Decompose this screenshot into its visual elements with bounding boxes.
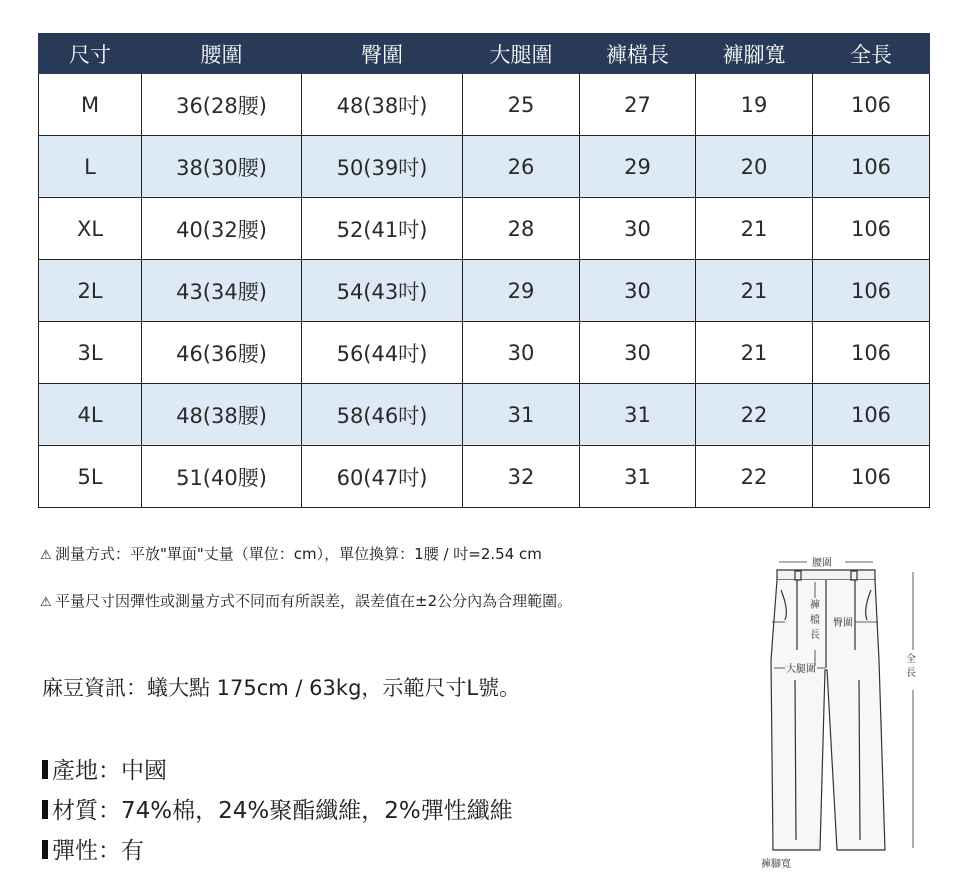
header-length: 全長 [813, 34, 930, 74]
bullet-bar-icon [42, 840, 48, 859]
cell-thigh: 25 [463, 74, 580, 136]
cell-length: 106 [813, 322, 930, 384]
cell-hip: 54(43吋) [302, 260, 463, 322]
tolerance-note-text: 平量尺寸因彈性或測量方式不同而有所誤差，誤差值在±2公分內為合理範圍。 [55, 592, 573, 610]
cell-length: 106 [813, 136, 930, 198]
cell-size: M [39, 74, 142, 136]
spec-material-text: 材質：74%棉，24%聚酯纖維，2%彈性纖維 [52, 798, 513, 824]
cell-thigh: 32 [463, 446, 580, 508]
diagram-hip-label: 臀圍 [833, 618, 853, 629]
bullet-bar-icon [42, 760, 48, 779]
cell-hem: 19 [696, 74, 813, 136]
pants-diagram [755, 550, 930, 875]
cell-length: 106 [813, 446, 930, 508]
table-header-row [39, 34, 930, 74]
cell-size: 3L [39, 322, 142, 384]
cell-thigh: 29 [463, 260, 580, 322]
cell-thigh: 30 [463, 322, 580, 384]
tolerance-note [40, 590, 572, 611]
header-hem: 褲腳寬 [696, 34, 813, 74]
cell-size: 5L [39, 446, 142, 508]
table-row [39, 322, 930, 384]
diagram-rise-label-1: 褲 [810, 600, 820, 611]
header-rise: 褲檔長 [580, 34, 696, 74]
header-hip: 臀圍 [302, 34, 463, 74]
cell-size: 2L [39, 260, 142, 322]
measurement-note-text: 測量方式：平放"單面"丈量（單位：cm），單位換算：1腰 / 吋=2.54 cm [55, 545, 542, 563]
table-row [39, 446, 930, 508]
cell-waist: 48(38腰) [142, 384, 302, 446]
diagram-rise-label-3: 長 [810, 630, 820, 641]
cell-length: 106 [813, 260, 930, 322]
diagram-length-label-2: 長 [906, 668, 916, 679]
cell-rise: 31 [580, 446, 696, 508]
cell-rise: 30 [580, 260, 696, 322]
warning-icon: ⚠ [40, 548, 52, 563]
table-row [39, 74, 930, 136]
diagram-waist-label: 腰圍 [812, 558, 832, 569]
table-row [39, 136, 930, 198]
table-row [39, 260, 930, 322]
cell-thigh: 31 [463, 384, 580, 446]
cell-hem: 22 [696, 384, 813, 446]
spec-material [42, 792, 513, 825]
spec-origin [42, 752, 167, 785]
pants-illustration [771, 570, 885, 850]
cell-thigh: 26 [463, 136, 580, 198]
size-table [38, 33, 930, 508]
cell-length: 106 [813, 74, 930, 136]
diagram-thigh-label: 大腿圍 [786, 664, 816, 675]
table-row [39, 384, 930, 446]
spec-origin-text: 產地：中國 [52, 758, 167, 784]
model-info: 麻豆資訊：蟻大點 175cm / 63kg，示範尺寸L號。 [42, 676, 521, 700]
cell-hem: 21 [696, 322, 813, 384]
cell-length: 106 [813, 198, 930, 260]
cell-hem: 20 [696, 136, 813, 198]
spec-elasticity-text: 彈性：有 [52, 838, 144, 864]
cell-rise: 30 [580, 198, 696, 260]
cell-hem: 22 [696, 446, 813, 508]
cell-hem: 21 [696, 198, 813, 260]
cell-size: 4L [39, 384, 142, 446]
cell-waist: 38(30腰) [142, 136, 302, 198]
cell-rise: 31 [580, 384, 696, 446]
cell-waist: 46(36腰) [142, 322, 302, 384]
spec-elasticity [42, 832, 144, 865]
diagram-length-label-1: 全 [906, 654, 916, 665]
cell-size: L [39, 136, 142, 198]
measurement-note [40, 543, 542, 564]
cell-hip: 52(41吋) [302, 198, 463, 260]
cell-hip: 58(46吋) [302, 384, 463, 446]
cell-hip: 56(44吋) [302, 322, 463, 384]
cell-hip: 50(39吋) [302, 136, 463, 198]
cell-waist: 40(32腰) [142, 198, 302, 260]
table-row [39, 198, 930, 260]
cell-rise: 27 [580, 74, 696, 136]
cell-size: XL [39, 198, 142, 260]
cell-waist: 36(28腰) [142, 74, 302, 136]
header-size: 尺寸 [39, 34, 142, 74]
cell-rise: 29 [580, 136, 696, 198]
cell-hip: 60(47吋) [302, 446, 463, 508]
cell-thigh: 28 [463, 198, 580, 260]
header-waist: 腰圍 [142, 34, 302, 74]
bullet-bar-icon [42, 800, 48, 819]
warning-icon: ⚠ [40, 595, 52, 610]
header-thigh: 大腿圍 [463, 34, 580, 74]
diagram-rise-label-2: 檔 [810, 615, 820, 626]
cell-waist: 43(34腰) [142, 260, 302, 322]
cell-length: 106 [813, 384, 930, 446]
diagram-hem-label: 褲腳寬 [761, 859, 791, 870]
cell-hem: 21 [696, 260, 813, 322]
cell-waist: 51(40腰) [142, 446, 302, 508]
cell-hip: 48(38吋) [302, 74, 463, 136]
cell-rise: 30 [580, 322, 696, 384]
